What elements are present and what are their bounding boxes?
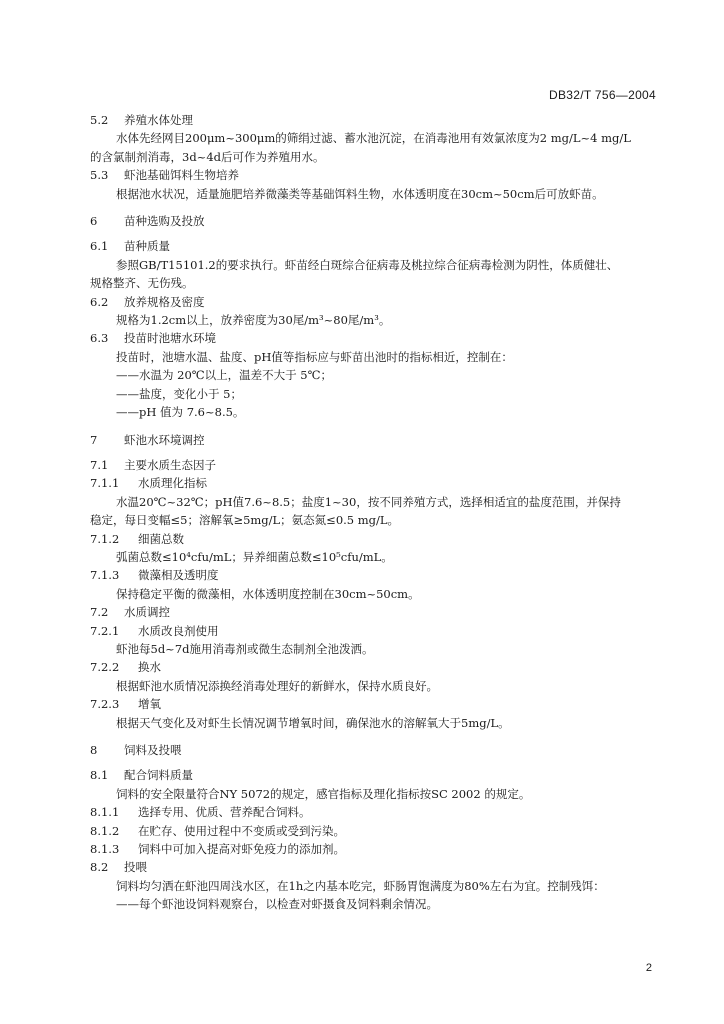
heading-7-2-2: 7.2.2 换水 bbox=[90, 660, 161, 675]
clause-8-1-2: 8.1.2 在贮存、使用过程中不变质或受到污染。 bbox=[90, 823, 345, 838]
list-item: ——每个虾池设饲料观察台，以检查对虾摄食及饲料剩余情况。 bbox=[116, 897, 438, 912]
paragraph: 弧菌总数≤10⁴cfu/mL；异养细菌总数≤10⁵cfu/mL。 bbox=[116, 549, 393, 564]
heading-7-1-3: 7.1.3 微藻相及透明度 bbox=[90, 568, 219, 583]
paragraph: 饲料的安全限量符合NY 5072的规定，感官指标及理化指标按SC 2002 的规定。 bbox=[116, 786, 531, 801]
paragraph: 稳定，每日变幅≤5；溶解氧≥5mg/L；氨态氮≤0.5 mg/L。 bbox=[90, 513, 400, 528]
paragraph: 投苗时，池塘水温、盐度、pH值等指标应与虾苗出池时的指标相近，控制在： bbox=[116, 349, 513, 364]
list-item: ——水温为 20℃以上，温差不大于 5℃； bbox=[116, 368, 332, 383]
paragraph: 根据池水状况，适量施肥培养微藻类等基础饵料生物，水体透明度在30cm~50cm后可放虾苗。 bbox=[116, 186, 604, 201]
heading-5-3: 5.3 虾池基础饵料生物培养 bbox=[90, 168, 239, 183]
heading-5-2: 5.2 养殖水体处理 bbox=[90, 113, 193, 127]
heading-8: 8 饲料及投喂 bbox=[90, 743, 182, 757]
paragraph: 水体先经网目200μm~300μm的筛绢过滤、蓄水池沉淀，在消毒池用有效氯浓度为2 mg/L~4 mg/L bbox=[116, 131, 631, 146]
paragraph: 水温20℃~32℃；pH值7.6~8.5；盐度1~30，按不同养殖方式，选择相适宜的盐度范围，并保持 bbox=[116, 494, 621, 509]
page-number: 2 bbox=[645, 962, 652, 974]
heading-7: 7 虾池水环境调控 bbox=[90, 432, 205, 447]
paragraph: 根据虾池水质情况添换经消毒处理好的新鲜水，保持水质良好。 bbox=[116, 678, 438, 693]
heading-7-2: 7.2 水质调控 bbox=[90, 605, 170, 620]
heading-8-1: 8.1 配合饲料质量 bbox=[90, 768, 193, 783]
list-item: ——盐度，变化小于 5； bbox=[116, 386, 242, 401]
paragraph: 根据天气变化及对虾生长情况调节增氧时间，确保池水的溶解氧大于5mg/L。 bbox=[116, 715, 510, 730]
paragraph: 规格为1.2cm以上，放养密度为30尾/m³~80尾/m³。 bbox=[116, 313, 391, 328]
list-item: ——pH 值为 7.6~8.5。 bbox=[116, 405, 245, 420]
paragraph: 虾池每5d~7d施用消毒剂或微生态制剂全池泼洒。 bbox=[116, 641, 374, 656]
heading-6-2: 6.2 放养规格及密度 bbox=[90, 294, 205, 309]
heading-7-1-1: 7.1.1 水质理化指标 bbox=[90, 476, 207, 491]
heading-7-1: 7.1 主要水质生态因子 bbox=[90, 457, 216, 472]
heading-7-2-1: 7.2.1 水质改良剂使用 bbox=[90, 623, 219, 638]
heading-6-3: 6.3 投苗时池塘水环境 bbox=[90, 331, 216, 346]
heading-8-2: 8.2 投喂 bbox=[90, 860, 147, 875]
paragraph: 的含氯制剂消毒，3d~4d后可作为养殖用水。 bbox=[90, 149, 325, 164]
heading-7-1-2: 7.1.2 细菌总数 bbox=[90, 531, 184, 546]
heading-6-1: 6.1 苗种质量 bbox=[90, 239, 170, 254]
document-body bbox=[90, 111, 658, 914]
clause-8-1-1: 8.1.1 选择专用、优质、营养配合饲料。 bbox=[90, 805, 311, 820]
heading-7-2-3: 7.2.3 增氧 bbox=[90, 697, 161, 712]
paragraph: 参照GB/T15101.2的要求执行。虾苗经白斑综合征病毒及桃拉综合征病毒检测为阴性，体质健壮、 bbox=[116, 257, 619, 272]
paragraph: 规格整齐、无伤残。 bbox=[90, 276, 194, 291]
paragraph: 保持稳定平衡的微藻相，水体透明度控制在30cm~50cm。 bbox=[116, 586, 420, 601]
paragraph: 饲料均匀洒在虾池四周浅水区，在1h之内基本吃完，虾肠胃饱满度为80%左右为宜。控制残饵： bbox=[116, 878, 605, 893]
clause-8-1-3: 8.1.3 饲料中可加入提高对虾免疫力的添加剂。 bbox=[90, 842, 345, 857]
heading-6: 6 苗种选购及投放 bbox=[90, 214, 205, 229]
standard-code: DB32/T 756—2004 bbox=[548, 88, 656, 102]
